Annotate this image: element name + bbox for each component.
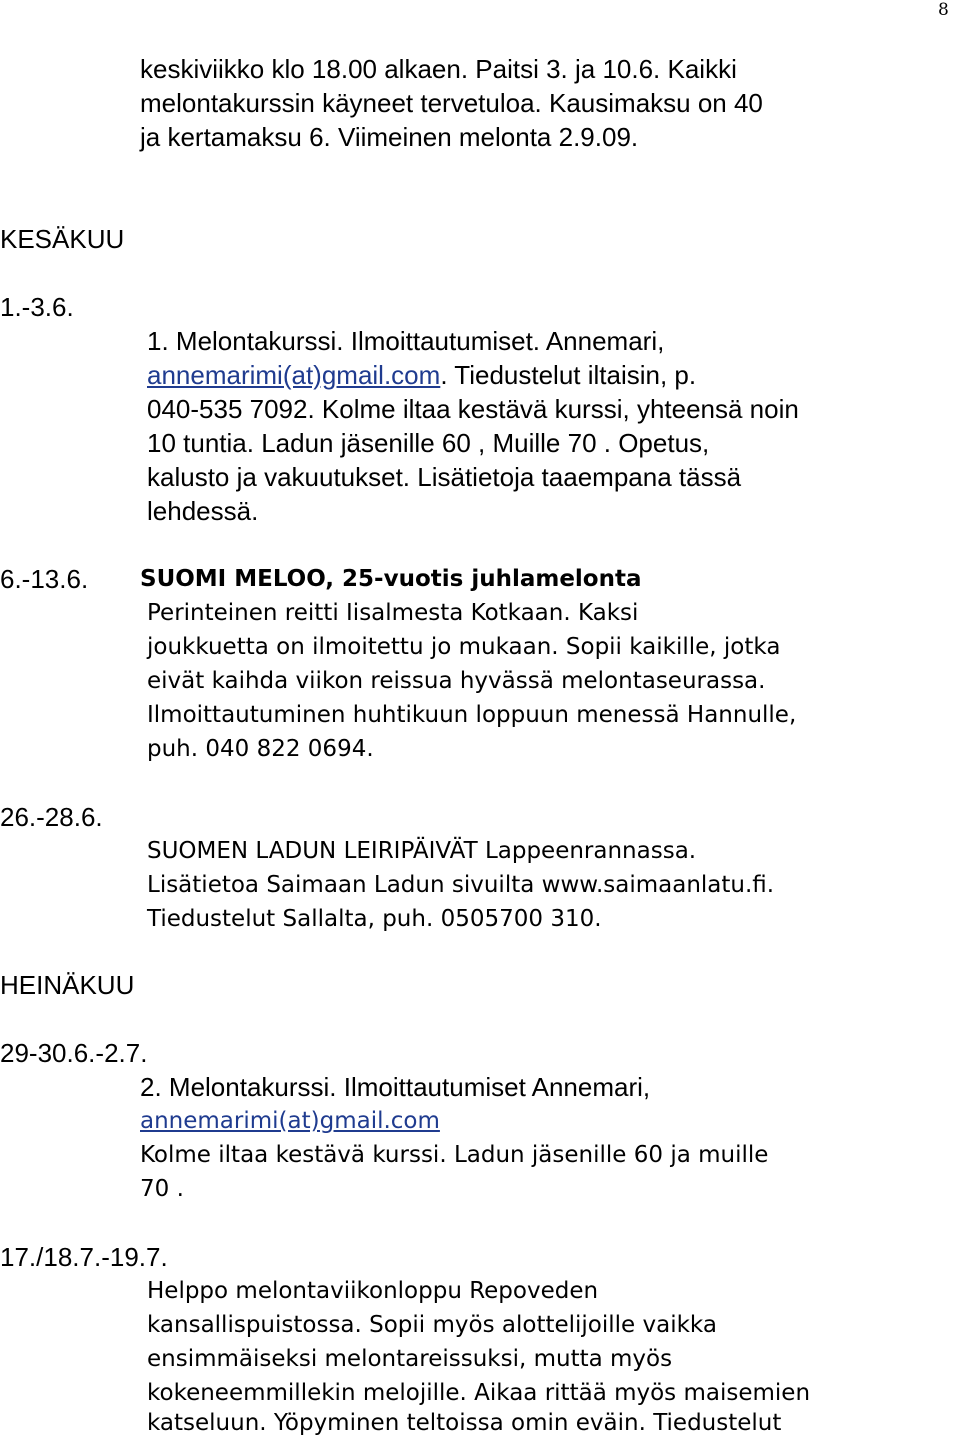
- event-2-line-3: eivät kaihda viikon reissua hyvässä melontaseurassa.: [147, 668, 766, 694]
- event-1-line-6: lehdessä.: [147, 496, 259, 526]
- event-date-26-28-6: 26.-28.6.: [0, 802, 103, 832]
- event-5-line-1: Helppo melontaviikonloppu Repoveden: [147, 1278, 599, 1304]
- event-2-line-1: Perinteinen reitti Iisalmesta Kotkaan. Kaksi: [147, 600, 639, 626]
- event-5-line-4: kokeneemmillekin melojille. Aikaa rittää myös maisemien: [147, 1380, 811, 1406]
- month-heading-kesakuu: KESÄKUU: [0, 224, 125, 254]
- event-1-line-2-text: . Tiedustelut iltaisin, p.: [440, 360, 697, 390]
- email-link-annemari-2[interactable]: annemarimi(at)gmail.com: [140, 1108, 440, 1134]
- event-date-17-18-7-19-7: 17./18.7.-19.7.: [0, 1242, 168, 1272]
- event-1-line-5: kalusto ja vakuutukset. Lisätietoja taaempana tässä: [147, 462, 742, 492]
- event-2-line-4: Ilmoittautuminen huhtikuun loppuun menessä Hannulle,: [147, 702, 797, 728]
- event-2-line-2: joukkuetta on ilmoitettu jo mukaan. Sopii kaikille, jotka: [147, 634, 781, 660]
- email-link-annemari[interactable]: annemarimi(at)gmail.com: [147, 360, 441, 390]
- intro-line-2: melontakurssin käyneet tervetuloa. Kausimaksu on 40: [140, 88, 763, 118]
- event-1-line-1: 1. Melontakurssi. Ilmoittautumiset. Annemari,: [147, 326, 665, 356]
- event-5-line-5: katseluun. Yöpyminen teltoissa omin eväin. Tiedustelut: [147, 1410, 782, 1436]
- month-heading-heinakuu: HEINÄKUU: [0, 970, 135, 1000]
- event-3-line-1: SUOMEN LADUN LEIRIPÄIVÄT Lappeenrannassa.: [147, 838, 697, 864]
- event-5-line-3: ensimmäiseksi melontareissuksi, mutta myös: [147, 1346, 673, 1372]
- intro-line-1: keskiviikko klo 18.00 alkaen. Paitsi 3. ja 10.6. Kaikki: [140, 54, 737, 84]
- event-4-line-3: Kolme iltaa kestävä kurssi. Ladun jäsenille 60 ja muille: [140, 1142, 769, 1168]
- event-date-1-3-6: 1.-3.6.: [0, 292, 74, 322]
- event-4-line-4: 70 .: [140, 1176, 184, 1202]
- intro-line-3: ja kertamaksu 6. Viimeinen melonta 2.9.09.: [140, 122, 639, 152]
- event-1-line-2: [147, 358, 696, 392]
- event-1-line-4: 10 tuntia. Ladun jäsenille 60 , Muille 70 . Opetus,: [147, 428, 710, 458]
- event-date-29-30-6-2-7: 29-30.6.-2.7.: [0, 1038, 148, 1068]
- event-2-line-5: puh. 040 822 0694.: [147, 736, 374, 762]
- event-4-line-2: [140, 1104, 440, 1138]
- event-3-line-2: Lisätietoa Saimaan Ladun sivuilta www.saimaanlatu.fi.: [147, 872, 775, 898]
- event-5-line-2: kansallispuistossa. Sopii myös alottelijoille vaikka: [147, 1312, 717, 1338]
- event-4-line-1: 2. Melontakurssi. Ilmoittautumiset Annemari,: [140, 1072, 651, 1102]
- event-2-title: SUOMI MELOO, 25-vuotis juhlamelonta: [140, 566, 642, 592]
- event-date-6-13-6: 6.-13.6.: [0, 564, 89, 594]
- page-number: 8: [938, 0, 949, 20]
- event-3-line-3: Tiedustelut Sallalta, puh. 0505700 310.: [147, 906, 602, 932]
- event-1-line-3: 040-535 7092. Kolme iltaa kestävä kurssi, yhteensä noin: [147, 394, 799, 424]
